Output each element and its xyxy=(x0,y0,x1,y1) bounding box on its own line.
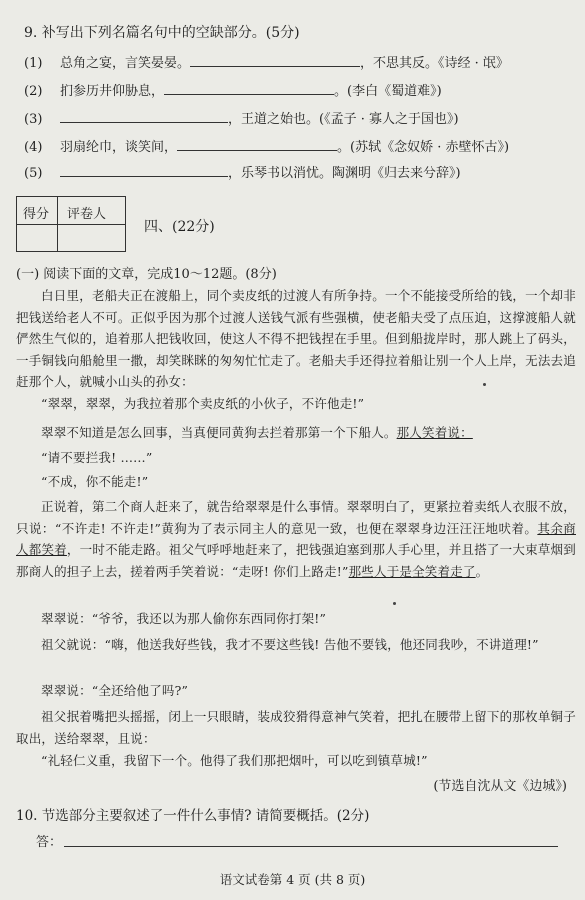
score-table-column-divider xyxy=(57,197,58,251)
q9-item-before: 羽扇纶巾，谈笑间， xyxy=(60,140,178,155)
question-9-title: 9. 补写出下列名篇名句中的空缺部分。(5分) xyxy=(24,25,300,41)
answer-label: 答： xyxy=(36,835,63,850)
passage-paragraph-6 xyxy=(16,496,576,582)
score-table xyxy=(16,196,126,252)
grader-label: 评卷人 xyxy=(67,207,107,222)
answer-blank[interactable] xyxy=(60,164,228,177)
q9-item-after: 。(李白《蜀道难》) xyxy=(334,84,442,99)
passage-paragraph-8: 祖父就说：“嗨，他送我好些钱，我才不要这些钱! 告他不要钱，他还同我吵，不讲道理!” xyxy=(41,637,539,652)
section-4-heading: 四、(22分) xyxy=(144,219,215,235)
q9-item-4 xyxy=(24,136,509,155)
q9-item-after: ，王道之始也。(《孟子 · 寡人之于国也》) xyxy=(228,112,459,127)
answer-line[interactable] xyxy=(64,846,558,847)
passage-paragraph-10: 祖父抿着嘴把头摇摇，闭上一只眼睛，装成狡猾得意神气笑着，把扎在腰带上留下的那枚单铜子取出，送给翠翠，且说： xyxy=(16,709,576,746)
answer-blank[interactable] xyxy=(190,54,360,67)
answer-blank[interactable] xyxy=(60,110,228,123)
passage-paragraph-4: “请不要拦我! ……” xyxy=(41,450,153,465)
q9-item-number: (5) xyxy=(24,166,43,181)
scan-speck xyxy=(483,383,486,386)
q9-item-after: ，不思其反。《诗经 · 氓》 xyxy=(360,56,509,71)
q9-item-number: (4) xyxy=(24,140,43,155)
q9-item-1 xyxy=(24,52,509,71)
underlined-phrase: 其余商人都笑着 xyxy=(16,520,576,558)
passage-paragraph-3 xyxy=(16,422,576,444)
underlined-phrase: 那人笑着说： xyxy=(396,425,473,440)
q9-item-number: (1) xyxy=(24,56,43,71)
passage-paragraph-5: “不成，你不能走!” xyxy=(41,474,149,489)
q9-item-number: (3) xyxy=(24,112,43,127)
underlined-phrase: 那些人于是全笑着走了 xyxy=(348,563,476,579)
passage-paragraph-9: 翠翠说：“全还给他了吗?” xyxy=(41,683,189,698)
q9-item-2 xyxy=(24,80,442,99)
score-label: 得分 xyxy=(23,207,50,222)
answer-blank[interactable] xyxy=(164,82,334,95)
passage-text: 。 xyxy=(475,563,489,579)
passage-paragraph-1: 白日里，老船夫正在渡船上，同个卖皮纸的过渡人有所争持。一个不能接受所给的钱，一个却非把钱送给老人不可。正似乎因为那个过渡人送钱气派有些强横，使老船夫受了点压迫，这撑渡船人就俨然生气似的，追着那人把钱收回，使这人不得不把钱捏在手里。但到船拢岸时，那人跳上了码头，一手铜钱向船舱里一撒，却笑眯眯的匆匆忙忙走了。老船夫手还得拉着船让别一个人上岸，无法去追赶那个人，就喊小山头的孙女： xyxy=(16,288,576,390)
scan-speck xyxy=(393,602,396,605)
q9-item-5 xyxy=(24,162,461,181)
passage-source: (节选自沈从文《边城》) xyxy=(433,779,567,794)
answer-blank[interactable] xyxy=(177,138,337,151)
passage-paragraph-7: 翠翠说：“爷爷，我还以为那人偷你东西同你打架!” xyxy=(41,611,327,626)
reading-subsection-heading: (一) 阅读下面的文章，完成10～12题。(8分) xyxy=(16,267,277,282)
page-footer: 语文试卷第 4 页 (共 8 页) xyxy=(219,872,366,887)
passage-paragraph-11: “礼轻仁义重，我留下一个。他得了我们那把烟叶，可以吃到镇草城!” xyxy=(41,753,428,768)
passage-text: 正说着，第二个商人赶来了，就告给翠翠是什么事情。翠翠明白了，更紧拉着卖纸人衣服不放，只说：“不许走! 不许走!”黄狗为了表示同主人的意见一致，也便在翠翠身边汪汪汪地吠着。 xyxy=(16,499,576,536)
q9-item-3 xyxy=(24,108,459,127)
question-10-title: 10. 节选部分主要叙述了一件什么事情? 请简要概括。(2分) xyxy=(16,808,370,824)
q9-item-after: 。(苏轼《念奴娇 · 赤壁怀古》) xyxy=(337,140,510,155)
passage-text: ，一时不能走路。祖父气呼呼地赶来了，把钱强迫塞到那人手心里，并且搭了一大束草烟到那商人的担子上去，搓着两手笑着说：“走呀! 你们上路走!” xyxy=(16,542,576,579)
q9-item-before: 总角之宴，言笑晏晏。 xyxy=(60,56,191,71)
passage-paragraph-2: “翠翠，翠翠，为我拉着那个卖皮纸的小伙子，不许他走!” xyxy=(41,396,365,411)
q9-item-before: 扪参历井仰胁息， xyxy=(60,84,165,99)
passage-text: 翠翠不知道是怎么回事，当真便同黄狗去拦着那第一个下船人。 xyxy=(41,425,397,440)
q9-item-after: ，乐琴书以消忧。陶渊明《归去来兮辞》) xyxy=(228,166,461,181)
q9-item-number: (2) xyxy=(24,84,43,99)
